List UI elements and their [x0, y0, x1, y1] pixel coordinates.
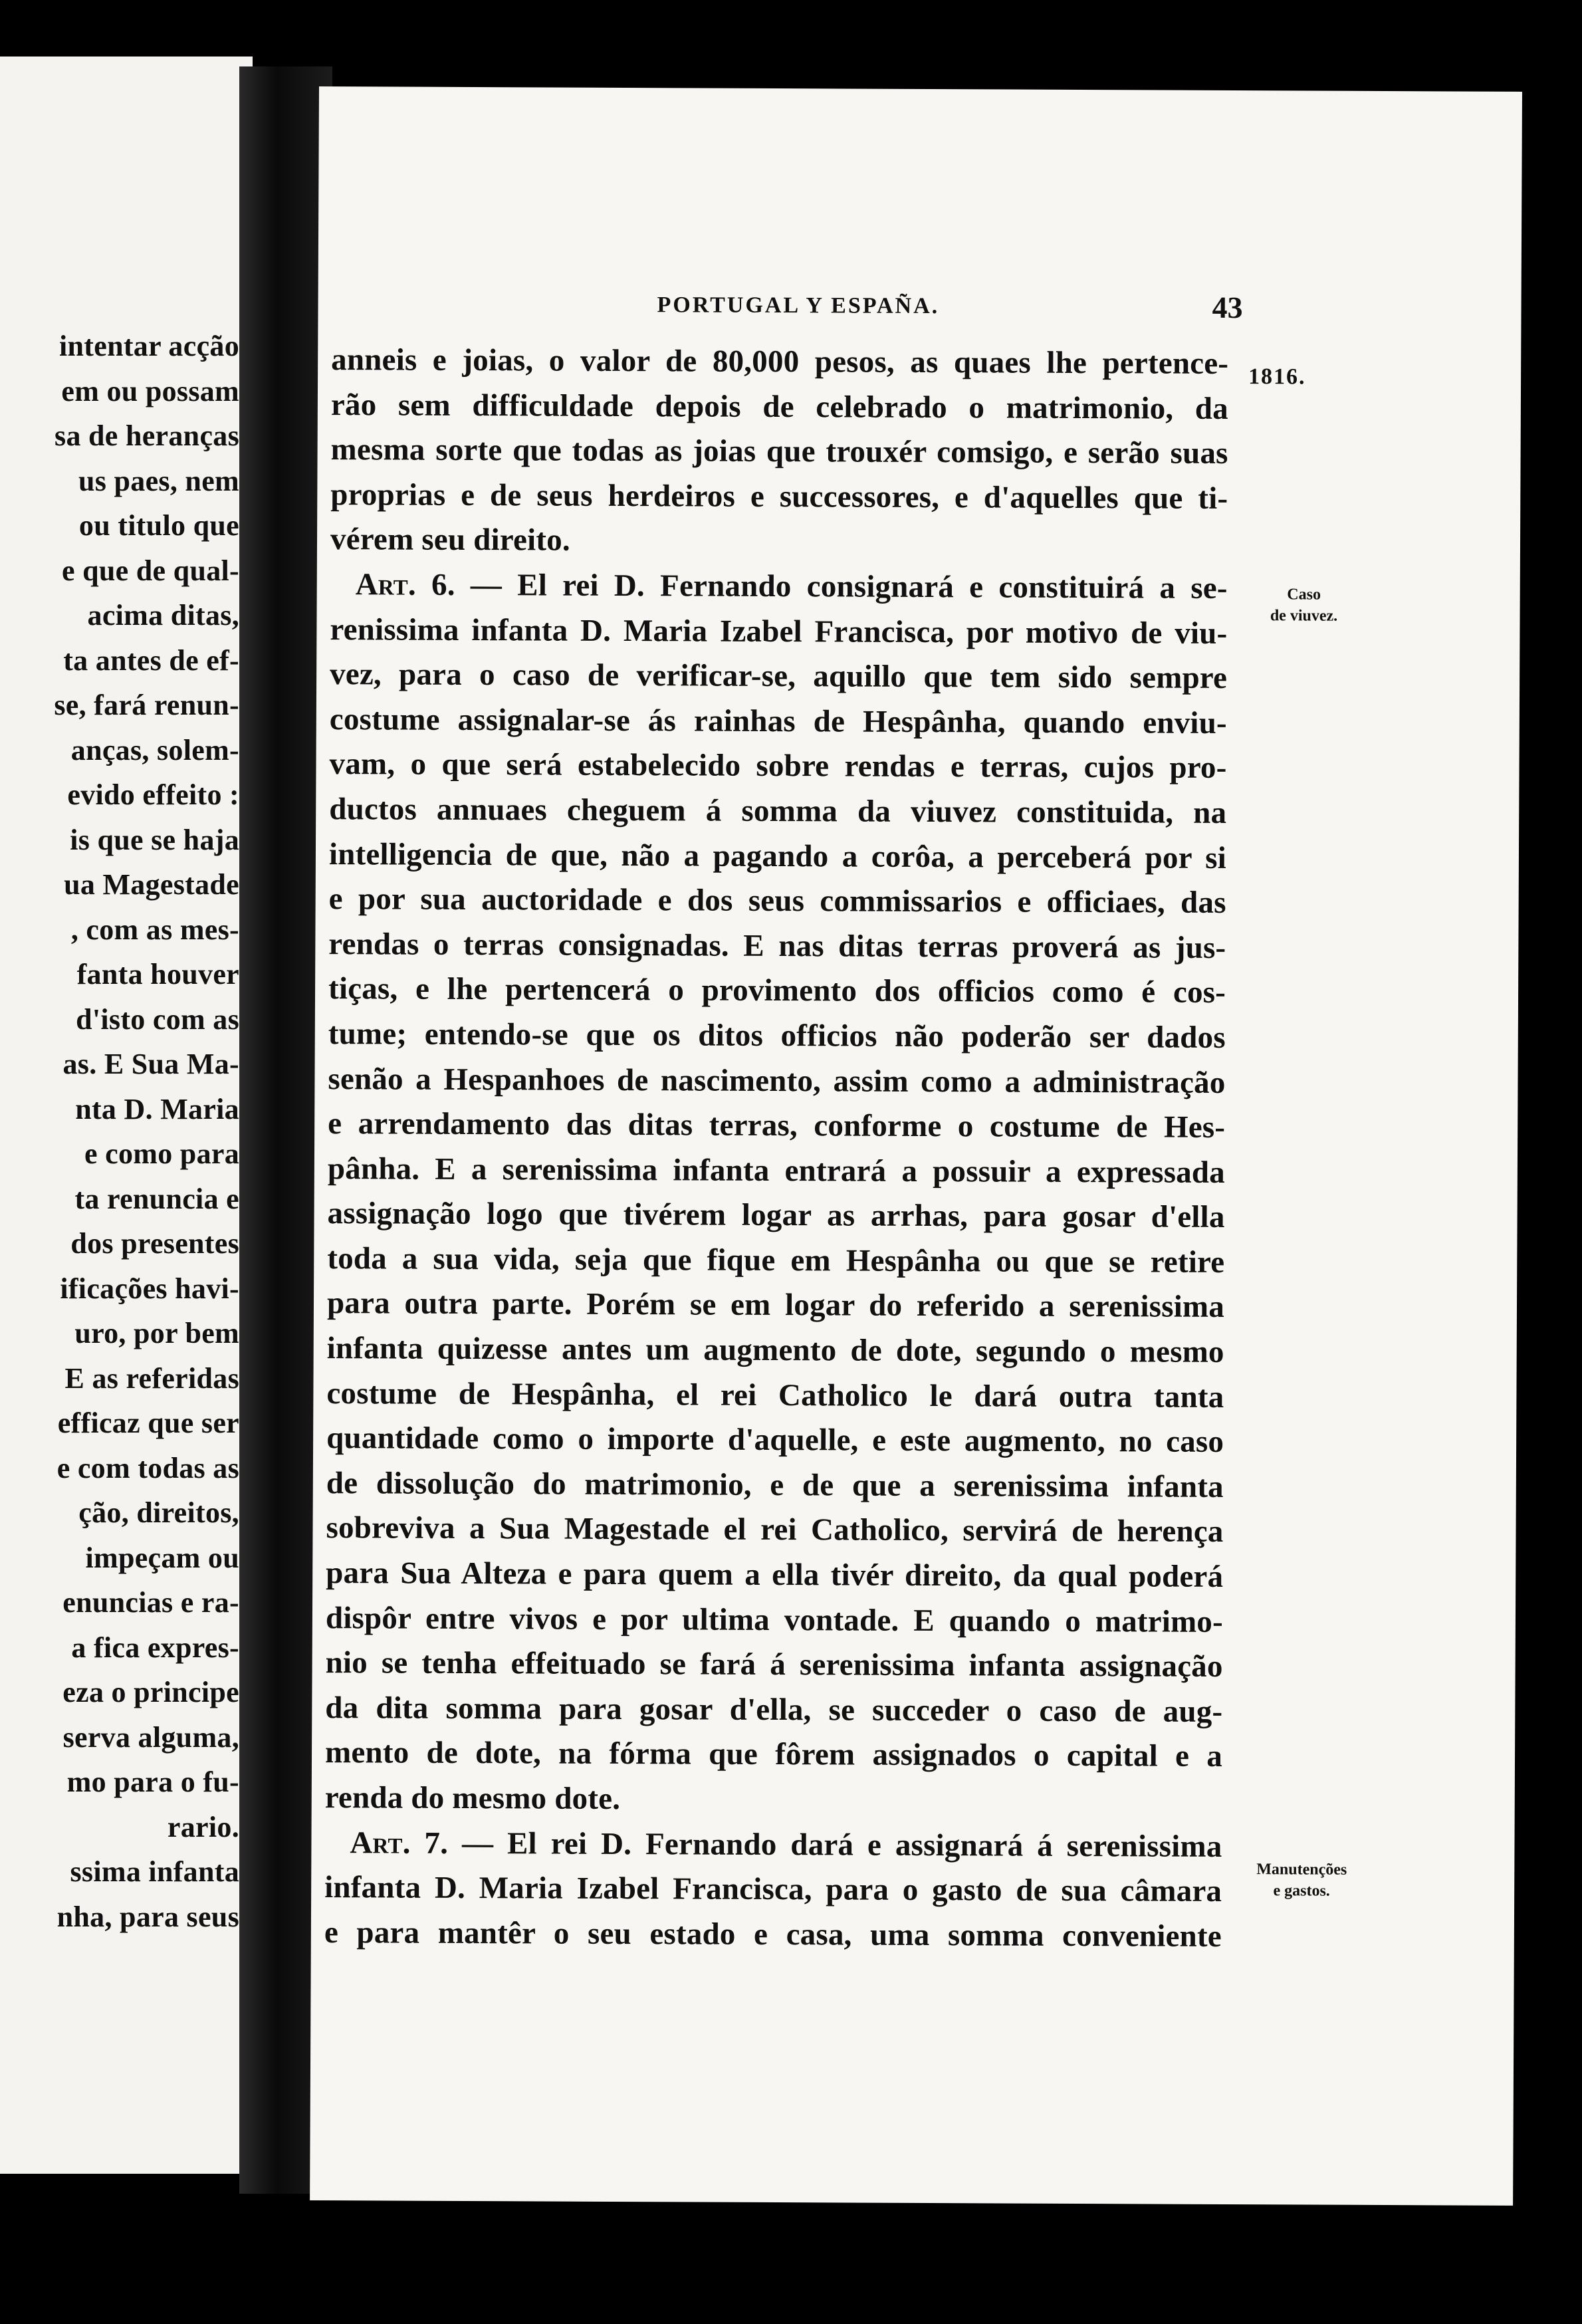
- article-text: — El rei D. Fernando consignará e constituirá a se-: [455, 567, 1228, 606]
- body-line: renissima infanta D. Maria Izabel Francisca, por motivo de viu-: [330, 612, 1228, 651]
- left-page-line: us paes, nem: [78, 464, 239, 497]
- body-line: e por sua auctoridade e dos seus commissarios e officiaes, das: [328, 881, 1226, 921]
- body-line: dispôr entre vivos e por ultima vontade. E quando o matrimo-: [325, 1600, 1224, 1639]
- left-page-line: ta renuncia e: [74, 1182, 239, 1215]
- left-page-line: ção, direitos,: [78, 1496, 239, 1529]
- left-page-line: nta D. Maria: [75, 1092, 239, 1125]
- body-line: ductos annuaes cheguem á somma da viuvez constituida, na: [329, 792, 1227, 830]
- left-page-line: evido effeito :: [67, 778, 239, 811]
- body-line: mesma sorte que todas as joias que trouxér comsigo, e serão suas: [330, 432, 1228, 471]
- body-line: rendas o terras consignadas. E nas ditas terras proverá as jus-: [328, 926, 1226, 965]
- left-page-line: , com as mes-: [70, 913, 239, 946]
- body-line: vam, o que será estabelecido sobre rendas e terras, cujos pro-: [329, 747, 1227, 786]
- left-facing-page: [0, 57, 253, 2174]
- body-line: de dissolução do matrimonio, e de que a serenissima infanta: [326, 1465, 1224, 1504]
- page-number: 43: [1212, 290, 1243, 325]
- left-page-line: a fica expres-: [71, 1631, 239, 1664]
- body-line: anneis e joias, o valor de 80,000 pesos, as quaes lhe pertence-: [331, 342, 1229, 381]
- left-page-line: ou titulo que: [78, 509, 239, 542]
- article-text: — El rei D. Fernando dará e assignará á serenissima: [448, 1825, 1222, 1864]
- left-page-line: intentar acção: [59, 330, 239, 362]
- body-line: toda a sua vida, seja que fique em Hespânha ou que se retire: [327, 1240, 1225, 1280]
- body-line: tume; entendo-se que os ditos officios não poderão ser dados: [328, 1016, 1226, 1055]
- body-line: tiças, e lhe pertencerá o provimento dos officios como é cos-: [328, 971, 1226, 1010]
- margin-note-line: e gastos.: [1273, 1882, 1330, 1900]
- body-line: proprias e de seus herdeiros e successores, e d'aquelles que ti-: [330, 477, 1228, 516]
- body-line: mento de dote, na fórma que fôrem assignados o capital e a: [324, 1735, 1223, 1774]
- article-heading-line: [330, 562, 1228, 611]
- margin-note-line: de viuvez.: [1270, 607, 1338, 625]
- body-line: da dita somma para gosar d'ella, se succeder o caso de aug-: [325, 1690, 1223, 1729]
- left-page-line: rario.: [167, 1810, 239, 1843]
- left-page-line: ua Magestade: [64, 868, 239, 901]
- margin-year: 1816.: [1248, 364, 1306, 390]
- body-line: vez, para o caso de verificar-se, aquillo que tem sido sempre: [330, 657, 1228, 696]
- left-page-text: [0, 324, 239, 1939]
- body-line: senão a Hespanhoes de nascimento, assim como a administração: [328, 1061, 1226, 1100]
- body-line: e arrendamento das ditas terras, conforme o costume de Hes-: [328, 1106, 1226, 1145]
- left-page-line: ssima infanta: [70, 1855, 239, 1888]
- body-line: costume de Hespânha, el rei Catholico le dará outra tanta: [326, 1375, 1224, 1415]
- body-line: para outra parte. Porém se em logar do referido a serenissima: [326, 1286, 1225, 1325]
- article-number: Art. 6.: [355, 567, 455, 602]
- right-page: [310, 86, 1522, 2206]
- body-line: vérem seu direito.: [330, 522, 570, 558]
- body-line: rão sem difficuldade depois de celebrado o matrimonio, da: [330, 387, 1229, 426]
- left-page-line: se, fará renun-: [54, 689, 239, 721]
- left-page-line: impeçam ou: [85, 1541, 239, 1574]
- article-heading-line: [324, 1821, 1222, 1869]
- left-page-line: e que de qual-: [61, 554, 239, 587]
- left-page-line: ta antes de ef-: [63, 643, 239, 677]
- left-page-line: enuncias e ra-: [62, 1586, 239, 1619]
- left-page-line: e com todas as: [56, 1451, 239, 1484]
- left-page-line: is que se haja: [70, 823, 239, 856]
- left-page-line: e como para: [84, 1137, 239, 1170]
- body-text: [324, 338, 1229, 1959]
- body-line: costume assignalar-se ás rainhas de Hespânha, quando enviu-: [329, 701, 1227, 741]
- left-page-line: efficaz que ser: [57, 1407, 239, 1439]
- margin-note-line: Manutenções: [1256, 1861, 1347, 1879]
- article-number: Art. 7.: [350, 1825, 449, 1861]
- left-page-line: uro, por bem: [74, 1317, 239, 1349]
- body-line: quantidade como o importe d'aquelle, e este augmento, no caso: [326, 1421, 1224, 1460]
- body-line: intelligencia de que, não a pagando a corôa, a perceberá por si: [328, 836, 1227, 875]
- body-line: assignação logo que tivérem logar as arrhas, para gosar d'ella: [327, 1196, 1225, 1235]
- left-page-line: nha, para seus: [56, 1900, 239, 1933]
- body-line: nio se tenha effeituado se fará á serenissima infanta assignação: [325, 1645, 1223, 1685]
- body-line: renda do mesmo dote.: [324, 1780, 621, 1817]
- left-page-line: anças, solem-: [70, 733, 239, 766]
- body-line: infanta D. Maria Izabel Francisca, para o gasto de sua câmara: [324, 1870, 1222, 1909]
- margin-note-caso-de-viuvez: [1237, 584, 1370, 627]
- body-line: e para mantêr o seu estado e casa, uma somma conveniente: [324, 1915, 1222, 1954]
- running-head: PORTUGAL Y ESPAÑA.: [657, 292, 940, 319]
- left-page-line: fanta houver: [76, 958, 239, 990]
- left-page-line: serva alguma,: [62, 1720, 239, 1754]
- left-page-line: d'isto com as: [76, 1002, 239, 1036]
- margin-note-line: Caso: [1287, 586, 1321, 604]
- body-line: sobreviva a Sua Magestade el rei Catholico, servirá de herença: [326, 1510, 1224, 1550]
- left-page-line: mo para o fu-: [66, 1766, 239, 1798]
- body-line: infanta quizesse antes um augmento de dote, segundo o mesmo: [326, 1331, 1224, 1370]
- left-page-line: eza o principe: [62, 1676, 239, 1708]
- left-page-line: as. E Sua Ma-: [62, 1048, 239, 1080]
- margin-note-manutencoes: [1235, 1859, 1368, 1902]
- body-line: pânha. E a serenissima infanta entrará a possuir a expressada: [327, 1151, 1225, 1190]
- left-page-line: em ou possam: [61, 374, 239, 407]
- left-page-line: E as referidas: [64, 1361, 239, 1395]
- left-page-line: acima ditas,: [87, 599, 239, 632]
- left-page-line: sa de heranças: [55, 419, 239, 452]
- left-page-line: ificações havi-: [60, 1272, 239, 1305]
- body-line: para Sua Alteza e para quem a ella tivér direito, da qual poderá: [326, 1556, 1224, 1594]
- left-page-line: dos presentes: [70, 1227, 239, 1260]
